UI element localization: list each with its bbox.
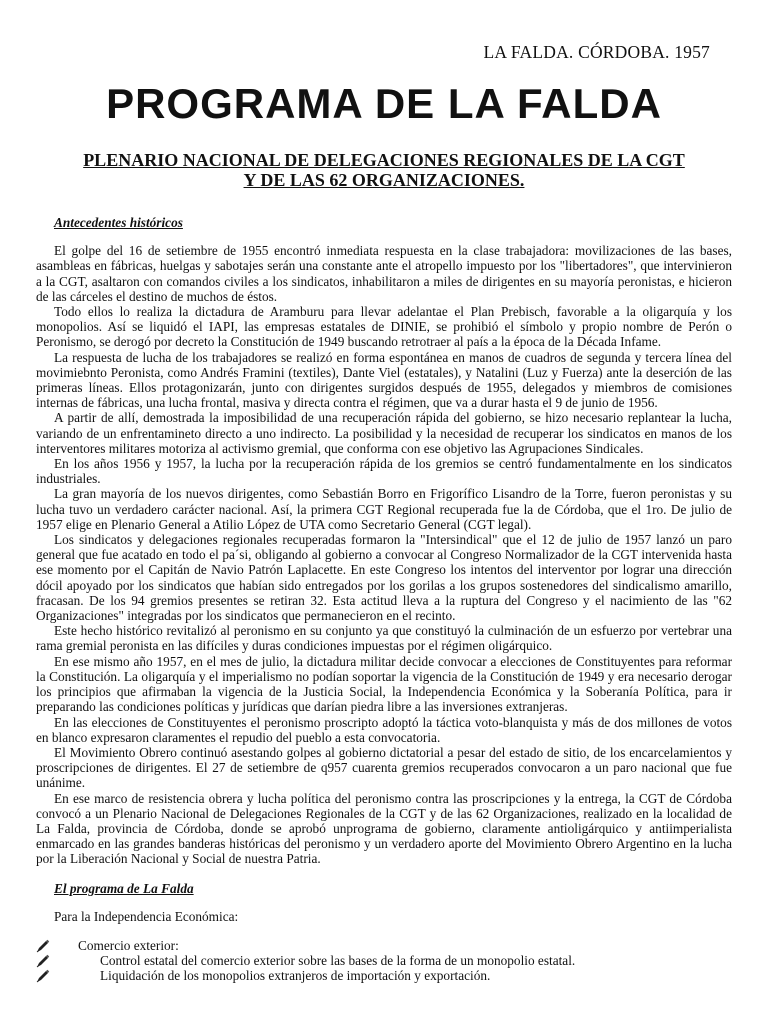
paragraph: En las elecciones de Constituyentes el peronismo proscripto adoptó la táctica voto-blanquista y más de dos millones de votos en blanco expresaron claramentes el repudio del pueblo a esta convocatoria.	[36, 714, 732, 745]
section-heading-antecedentes: Antecedentes históricos	[54, 215, 183, 230]
fountain-pen-icon	[36, 954, 50, 968]
paragraph: En los años 1956 y 1957, la lucha por la recuperación rápida de los gremios se centró fundamentalmente en los sindicatos industriales.	[36, 456, 732, 487]
subtitle-line-1: PLENARIO NACIONAL DE DELEGACIONES REGIONALES DE LA CGT	[83, 150, 685, 170]
paragraph: La gran mayoría de los nuevos dirigentes, como Sebastián Borro en Frigorífico Lisandro de la Torre, fueron peronistas y su lucha tuvo un verdadero carácter nacional. Así, la primera CGT Regional recuperada fue la de Córdoba, que el 1ro. De julio de 1957 elige en Plenario General a Atilio López de UTA como Secretario General (CGT legal).	[36, 486, 732, 532]
paragraph: El Movimiento Obrero continuó asestando golpes al gobierno dictatorial a pesar del estado de sitio, de los encarcelamientos y proscripciones de dirigentes. El 27 de setiembre de q957 cuarenta gremios recuperados convocaron a un paro nacional que fue unánime.	[36, 744, 732, 791]
subtitle-line-2: Y DE LAS 62 ORGANIZACIONES.	[243, 170, 525, 190]
paragraph: Este hecho histórico revitalizó al peronismo en su conjunto ya que constituyó la culminación de un esfuerzo por vertebrar una rama gremial peronista en las difíciles y duras condiciones impuestas por el régimen oligárquico.	[36, 623, 732, 654]
paragraph: A partir de allí, demostrada la imposibilidad de una recuperación rápida del gobierno, se hizo necesario replantear la lucha, variando de un enfrentamineto directo a uno indirecto. La posibilidad y la necesidad de recuperar los sindicatos en manos de los interventores militares motoriza al activismo gremial, que conforma con ese objetivo las Agrupaciones Sindicales.	[36, 410, 732, 456]
list-item	[36, 938, 732, 953]
paragraph-list	[36, 243, 732, 866]
section-intro: Para la Independencia Económica:	[54, 908, 239, 924]
list-item	[36, 968, 732, 983]
section-heading-programa: El programa de La Falda	[54, 880, 194, 896]
list-item	[36, 953, 732, 968]
list-item-text: Control estatal del comercio exterior sobre las bases de la forma de un monopolio estatal.	[100, 953, 576, 969]
paragraph: Todo ellos lo realiza la dictadura de Aramburu para llevar adelantae el Plan Prebisch, favorable a la oligarquía y los monopolios. Así se liquidó el IAPI, las empresas estatales de DINIE, se prohibió el símbolo y propio nombre de Perón o Peronismo, se derogó por decreto la Constitución de 1949 buscando retrotraer al país a la época de la Década Infame.	[36, 304, 732, 350]
fountain-pen-icon	[36, 969, 50, 983]
location-date: LA FALDA. CÓRDOBA. 1957	[483, 42, 710, 62]
document-title: PROGRAMA DE LA FALDA	[106, 80, 662, 127]
list-item-text: Liquidación de los monopolios extranjeros de importación y exportación.	[100, 968, 491, 984]
bullet-list	[36, 938, 732, 984]
paragraph: En ese marco de resistencia obrera y lucha política del peronismo contra las proscripciones y la entrega, la CGT de Córdoba convocó a un Plenario Nacional de Delegaciones Regionales de la CGT y de las 62 Organizaciones, realizado en la localidad de La Falda, provincia de Córdoba, donde se aprobó unprograma de gobierno, claramente antioligárquico y antiimperialista enmarcado en las grandes banderas históricas del peronismo y un verdadero aporte del Movimiento Obrero Argentino en la lucha por la Liberación Nacional y Social de nuestra Patria.	[36, 790, 732, 867]
list-item-text: Comercio exterior:	[78, 937, 179, 953]
paragraph: El golpe del 16 de setiembre de 1955 encontró inmediata respuesta en la clase trabajadora: movilizaciones de las bases, asambleas en fábricas, huelgas y sabotajes serán una constante ante el atropello impuesto por los "libertadores", que intervinieron a la CGT, asaltaron con comandos civiles a los sindicatos, inhabilitaron a miles de dirigentes en su mayoría peronistas, e hicieron de las cárceles el destino de muchos de éstos.	[36, 243, 732, 304]
document-body	[36, 215, 732, 984]
fountain-pen-icon	[36, 939, 50, 953]
paragraph: La respuesta de lucha de los trabajadores se realizó en forma espontánea en manos de cuadros de segunda y tercera línea del movimiebnto Peronista, como Andrés Framini (textiles), Dante Viel (estatales), y Natalini (Luz y Fuerza) ante la deserción de las primeras líneas. Ellos protagonizarán, junto con dirigentes surgidos después de 1955, delegados y miembros de comisiones internas de fábricas, una lucha frontal, masiva y directa contra el régimen, que va a durar hasta el 9 de junio de 1956.	[36, 349, 732, 411]
document-subtitle	[30, 150, 738, 190]
paragraph: En ese mismo año 1957, en el mes de julio, la dictadura militar decide convocar a elecciones de Constituyentes para reformar la Constitución. La oligarquía y el imperialismo no podían soportar la vigencia de la Constitución de 1949 y era necesario derogar los principios que afirmaban la vigencia de la Justicia Social, la Independencia Económica y la Soberanía Política, para ir preparando las condiciones políticas y jurídicas que darían piedra libre a las inversiones extranjeras.	[36, 653, 732, 715]
paragraph: Los sindicatos y delegaciones regionales recuperadas formaron la "Intersindical" que el 12 de julio de 1957 lanzó un paro general que fue acatado en todo el pa´si, obligando al gobierno a convocar al Congreso Normalizador de la CGT intervenida hasta ese momento por el Capitán de Navio Patrón Laplacette. En este Congreso los intentos del interventor por lograr una dirección dócil apoyado por los sindicatos que habían sido entregados por los gorilas a los grupos sostenedores del sindicalismo amarillo, fracasan. De los 94 gremios presentes se retiran 32. Esta actitud lleva a la ruptura del Congreso y el nacimiento de las "62 Organizaciones" integradas por los sindicatos que permanecieron en el recinto.	[36, 532, 732, 624]
